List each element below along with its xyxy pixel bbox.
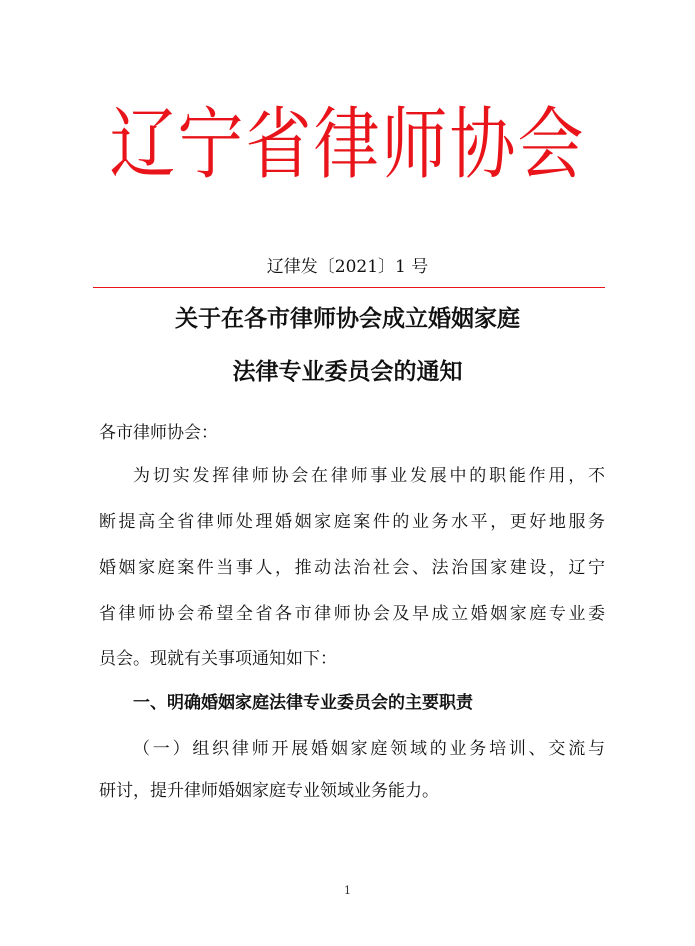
document-title-line-2: 法律专业委员会的通知: [232, 359, 463, 385]
red-divider-line: [93, 287, 605, 288]
letterhead-title: 辽宁省律师协会: [109, 99, 586, 190]
item-line: 研讨，提升律师婚姻家庭专业领域业务能力。: [99, 781, 439, 801]
section-heading: 一、明确婚姻家庭法律专业委员会的主要职责: [133, 693, 473, 713]
paragraph-line: 省律师协会希望全省各市律师协会及早成立婚姻家庭专业委: [99, 604, 605, 624]
item-line: （一）组织律师开展婚姻家庭领域的业务培训、交流与: [133, 739, 605, 759]
document-title-line-1: 关于在各市律师协会成立婚姻家庭: [175, 306, 520, 332]
paragraph-line: 为切实发挥律师协会在律师事业发展中的职能作用，不: [133, 466, 605, 486]
paragraph-line: 断提高全省律师处理婚姻家庭案件的业务水平，更好地服务: [99, 512, 605, 532]
document-number: 辽律发〔2021〕1 号: [266, 257, 429, 277]
page-number: 1: [344, 884, 351, 897]
paragraph-line: 员会。现就有关事项通知如下：: [99, 649, 337, 669]
salutation: 各市律师协会：: [99, 423, 218, 443]
paragraph-line: 婚姻家庭案件当事人，推动法治社会、法治国家建设，辽宁: [99, 558, 605, 578]
